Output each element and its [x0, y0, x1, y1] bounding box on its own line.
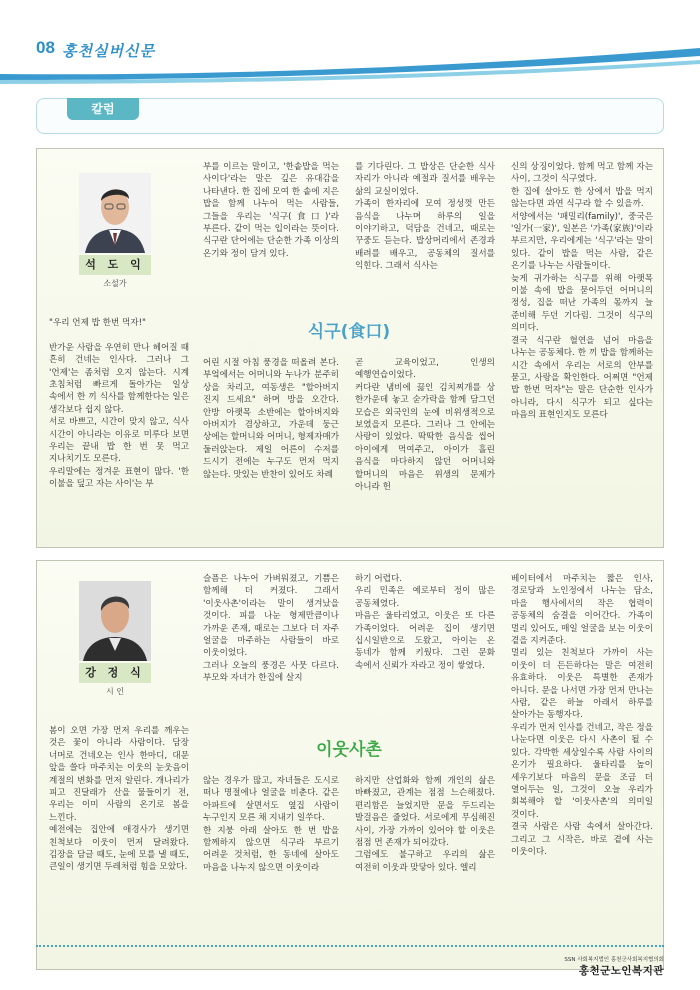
article-column: 곧 교육이었고, 인생의 예행연습이었다. 커다란 냄비에 끓인 김치찌개를 상 한가운데 놓고 숟가락을 함께 담그던 모습은 외국인의 눈에 비위생적으로 보였을지 모른다. 그러나 그 안에는 사랑이 있었다. 딱딱한 음식을 씹어 아이에게 먹여주고, 아이가 흘린 음식을 마다하지 않던 어머니와 할머니의 마음은 위생의 문제가 아니라 헌 — [355, 358, 495, 493]
article-title: 이웃사촌 — [316, 740, 382, 760]
publication-logo: 홍천실버신문 — [62, 42, 155, 60]
article-column: 어린 시절 아침 풍경을 떠올려 본다. 부엌에서는 어머니와 누나가 분주히 상을 차리고, 여동생은 "할아버지 진지 드세요" 하며 방을 오간다. 안방 아랫목 소반에는 할아버지와 아버지가 겸상하고, 가운데 둥근 상에는 할머니와 어머니, 형제자매가 둘러앉는다. 제일 어른이 수저를 드시기 전에는 누구도 먼저 먹지 않는다. 맛있는 반찬이 있어도 차례 — [203, 358, 339, 480]
article-column: 봄이 오면 가장 먼저 우리를 깨우는 것은 꽃이 아니라 사람이다. 담장 너머로 건네오는 인사 한마디, 대문 앞을 쓸다 마주치는 이웃의 눈웃음이 계절의 변화를 먼저 알린다. 개나리가 피고 진달래가 산을 물들이기 전, 우리는 이미 사람의 온기로 봄을 느낀다. 예전에는 집안에 애경사가 생기면 친척보다 이웃이 먼저 달려왔다. 김장을 담글 때도, 눈에 모를 낼 때도, 큰일이 생기면 두레처럼 힘을 모았다. — [49, 726, 189, 873]
article-column: 하지만 산업화와 함께 개인의 삶은 바빠졌고, 관계는 점점 느슨해졌다. 편리함은 늘었지만 문을 두드리는 발걸음은 줄었다. 서로에게 무심해진 사이, 가장 가까이 있어야 할 이웃은 점점 먼 존재가 되어갔다. 그럼에도 불구하고 우리의 삶은 여전히 이웃과 맞닿아 있다. 엘리 — [355, 776, 495, 873]
author-name: 강 정 식 — [79, 663, 151, 683]
article-column: 슬픔은 나누어 가벼워졌고, 기쁨은 함께해 더 커졌다. 그래서 '이웃사촌'이라는 말이 생겨났을 것이다. 피를 나눈 형제만큼이나 가까운 존재, 때로는 그보다 더 자주 얼굴을 마주하는 사람들이 바로 이웃이었다. 그러나 오늘의 풍경은 사뭇 다르다. 부모와 자녀가 한집에 살지 — [203, 574, 339, 684]
article-column: 하기 어렵다. 우리 민족은 예로부터 정이 많은 공동체였다. 마음은 울타리였고, 이웃은 또 다른 가족이었다. 어려운 집이 생기면 십시일반으로 도왔고, 아이는 온 동네가 함께 키웠다. 그런 문화 속에서 신뢰가 자라고 정이 쌓였다. — [355, 574, 495, 671]
page-number: 08 — [36, 38, 55, 57]
author-role: 소설가 — [103, 279, 127, 288]
author-photo — [79, 581, 151, 661]
article-column: 신의 상징이었다. 함께 먹고 함께 자는 사이, 그것이 식구였다. 한 집에 살아도 한 상에서 밥을 먹지 않는다면 과연 식구라 할 수 있을까. 서양에서는 '패밀리(family)', 중국은 '일가(一家)', 일본은 '가족(家族)'이라 부르지만, 우리에게는 '식구'라는 말이 있다. 같이 밥을 먹는 사람, 같은 온기를 나누는 사람들이다. 늦게 귀가하는 식구를 위해 아랫목 이불 속에 밥을 묻어두던 어머니의 정성, 집을 떠난 가족의 몫까지 늘 준비해 두던 기다림. 그것이 식구의 의미다. 결국 식구란 혈연을 넘어 마음을 나누는 공동체다. 한 끼 밥을 함께하는 시간 속에서 우리는 서로의 안부를 묻고, 사랑을 확인한다. 어쩌면 "언제 밥 한번 먹자"는 말은 단순한 인사가 아니라, 다시 식구가 되고 싶다는 마음의 표현인지도 모른다 — [511, 162, 653, 421]
footer-organization-name: 홍천군노인복지관 — [578, 965, 664, 977]
article-column: 베이터에서 마주치는 짧은 인사, 경로당과 노인정에서 나누는 담소, 마을 행사에서의 작은 협력이 공동체의 숨결을 이어간다. 가족이 멀리 있어도, 매일 얼굴을 보는 이웃이 곁을 지켜준다. 멀리 있는 친척보다 가까이 사는 이웃이 더 든든하다는 말은 여전히 유효하다. 이웃은 특별한 존재가 아니다. 문을 나서면 가장 먼저 만나는 사람, 같은 하늘 아래서 하루를 살아가는 동행자다. 우리가 먼저 인사를 건네고, 작은 정을 나눈다면 이웃은 다시 사촌이 될 수 있다. 각박한 세상일수록 사람 사이의 온기가 필요하다. 울타리를 높이 세우기보다 마음의 문을 조금 더 열어두는 일, 그것이 오늘 우리가 회복해야 할 '이웃사촌'의 의미일 것이다. 결국 사람은 사람 속에서 살아간다. 그리고 그 시작은, 바로 곁에 사는 이웃이다. — [511, 574, 653, 857]
article-sikgu — [36, 148, 664, 548]
section-box — [36, 98, 664, 134]
article-title: 식구(食口) — [307, 322, 391, 342]
article-column: 않는 경우가 많고, 자녀들은 도시로 떠나 명절에나 얼굴을 비춘다. 같은 아파트에 살면서도 옆집 사람이 누구인지 모른 채 지내기 일쑤다. 한 지붕 아래 살아도 한 번 밥을 함께하지 않으면 식구라 부르기 어려운 것처럼, 한 동네에 살아도 마음을 나누지 않으면 이웃이라 — [203, 776, 339, 873]
author-block — [79, 581, 151, 697]
author-role: 시 인 — [106, 687, 124, 696]
header-swoosh — [0, 46, 700, 86]
footer-organization-sub: SSN 사회복지법인 홍천군사회복지협의회 — [564, 957, 664, 963]
article-column: 를 기다린다. 그 밥상은 단순한 식사 자리가 아니라 예절과 질서를 배우는 삶의 교실이었다. 가족이 한자리에 모여 정성껏 만든 음식을 나누며 하루의 일을 이야기하고, 덕담을 건네고, 때로는 꾸중도 듣는다. 밥상머리에서 존경과 배려를 배우고, 공동체의 질서를 익힌다. 그래서 식사는 — [355, 162, 495, 272]
author-block — [79, 173, 151, 289]
footer-divider — [36, 945, 664, 948]
article-column: 부를 이르는 말이고, '한솥밥을 먹는 사이다'라는 말은 깊은 유대감을 나타낸다. 한 집에 모여 한 솥에 지은 밥을 함께 나누어 먹는 사람들, 그들을 우리는 '식구(食口)'라 부른다. 같이 먹는 입이라는 뜻이다. 식구란 단어에는 단순한 가족 이상의 온기와 정이 담겨 있다. — [203, 162, 339, 259]
author-name: 석 도 익 — [79, 255, 151, 275]
article-column: "우리 언제 밥 한번 먹자!" 반가운 사람을 우연히 만나 헤어질 때 흔히 건네는 인사다. 그러나 그 '언제'는 좀처럼 오지 않는다. 시계 초침처럼 빠르게 돌아가는 일상 속에서 한 끼 식사를 함께한다는 일은 생각보다 쉽지 않다. 서로 바쁘고, 시간이 맞지 않고, 식사 시간이 아니라는 이유로 미루다 보면 우리는 끝내 밥 한 번 못 먹고 지나치기도 모른다. 우리말에는 정겨운 표현이 많다. '한 이불을 덮고 자는 사이'는 부 — [49, 318, 189, 490]
author-photo — [79, 173, 151, 253]
section-label: 칼럼 — [67, 98, 139, 120]
article-iutsachon — [36, 560, 664, 970]
